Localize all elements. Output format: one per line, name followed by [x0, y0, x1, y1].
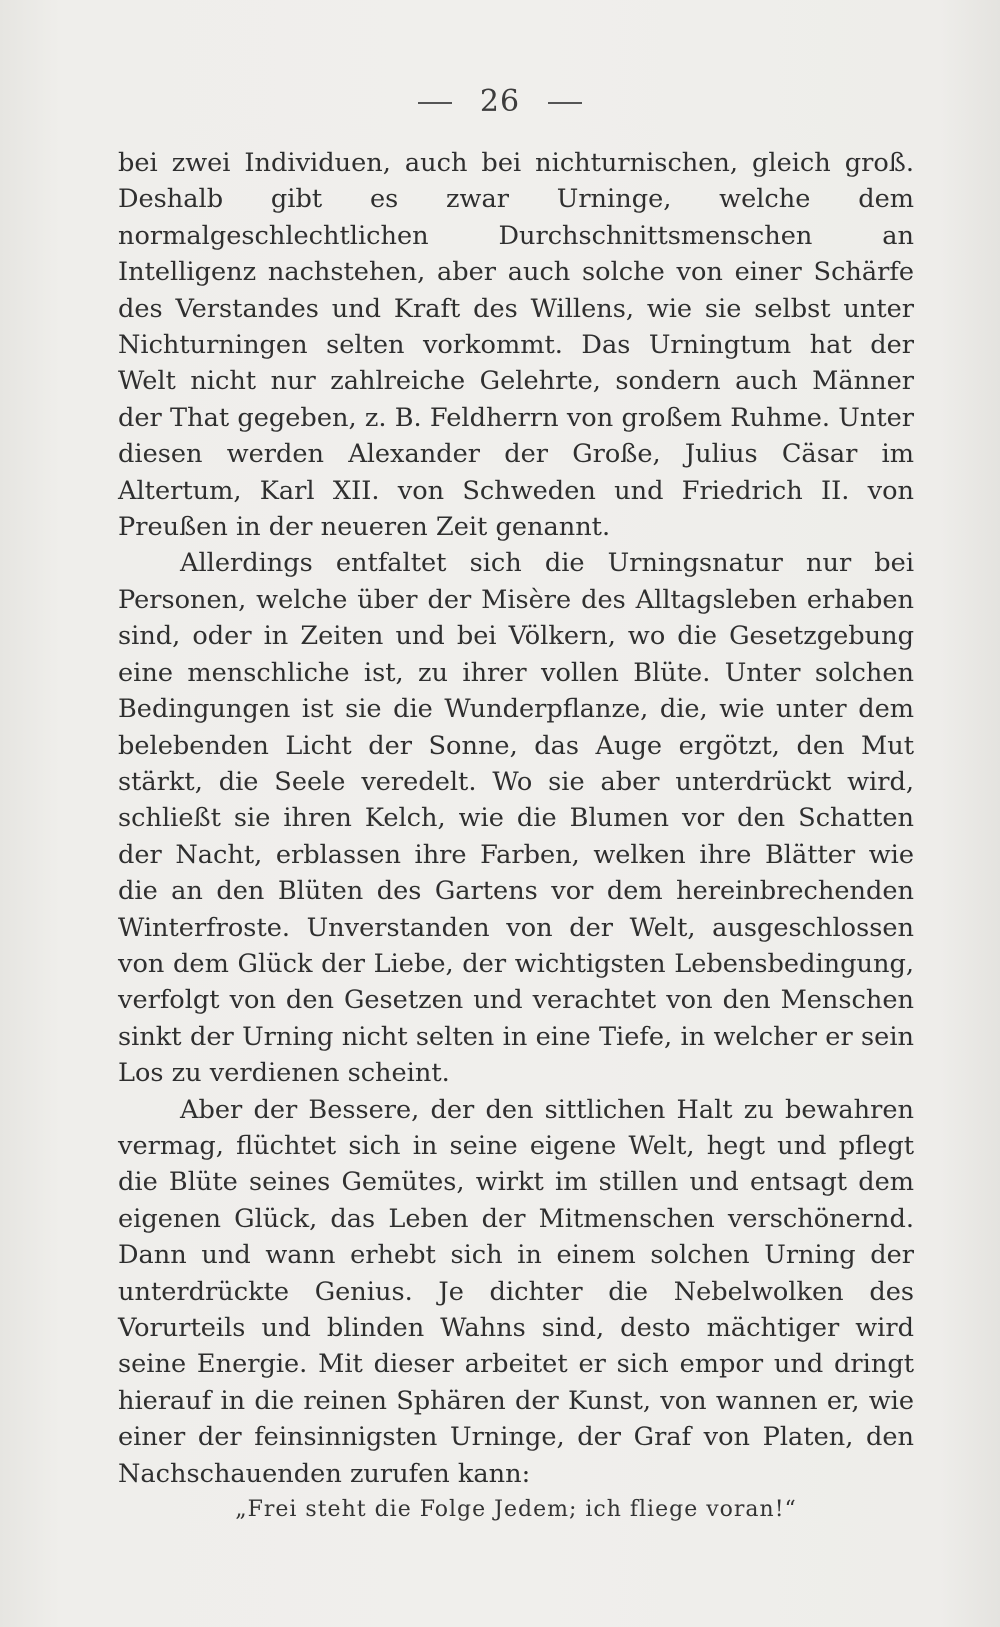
page-number: 26 [479, 84, 521, 119]
paragraph-1: bei zwei Individuen, auch bei nichturnischen, gleich groß. Deshalb gibt es zwar Urninge, welche dem normalgeschlechtlichen Durchschnittsmenschen an Intelligenz nachstehen, aber auch solche von einer Schärfe des Verstandes und Kraft des Willens, wie sie selbst unter Nichturningen selten vorkommt. Das Urningtum hat der Welt nicht nur zahlreiche Gelehrte, sondern auch Männer der That gegeben, z. B. Feldherrn von großem Ruhme. Unter diesen werden Alexander der Große, Julius Cäsar im Altertum, Karl XII. von Schweden und Friedrich II. von Preußen in der neueren Zeit genannt. [118, 148, 914, 543]
paragraph-2: Allerdings entfaltet sich die Urningsnatur nur bei Personen, welche über der Misère des Alltagsleben erhaben sind, oder in Zeiten und bei Völkern, wo die Gesetzgebung eine menschliche ist, zu ihrer vollen Blüte. Unter solchen Bedingungen ist sie die Wunderpflanze, die, wie unter dem belebenden Licht der Sonne, das Auge ergötzt, den Mut stärkt, die Seele veredelt. Wo sie aber unterdrückt wird, schließt sie ihren Kelch, wie die Blumen vor den Schatten der Nacht, erblassen ihre Farben, welken ihre Blätter wie die an den Blüten des Gartens vor dem hereinbrechenden Winterfroste. Unverstanden von der Welt, ausgeschlossen von dem Glück der Liebe, der wichtigsten Lebensbedingung, verfolgt von den Gesetzen und verachtet von den Menschen sinkt der Urning nicht selten in eine Tiefe, in welcher er sein Los zu verdienen scheint. [118, 548, 914, 1089]
paragraph-3: Aber der Bessere, der den sittlichen Halt zu bewahren vermag, flüchtet sich in seine eigene Welt, hegt und pflegt die Blüte seines Gemütes, wirkt im stillen und entsagt dem eigenen Glück, das Leben der Mitmenschen verschönernd. Dann und wann erhebt sich in einem solchen Urning der unterdrückte Genius. Je dichter die Nebelwolken des Vorurteils und blinden Wahns sind, desto mächtiger wird seine Energie. Mit dieser arbeitet er sich empor und dringt hierauf in die reinen Sphären der Kunst, von wannen er, wie einer der feinsinnigsten Urninge, der Graf von Platen, den Nachschauenden zurufen kann: [118, 1094, 914, 1489]
page-header [0, 84, 1000, 119]
header-dash-left [418, 102, 452, 104]
verse-quote: „Frei steht die Folge Jedem; ich fliege voran!“ [235, 1497, 797, 1523]
header-dash-right [548, 102, 582, 104]
body-text [118, 145, 914, 1528]
